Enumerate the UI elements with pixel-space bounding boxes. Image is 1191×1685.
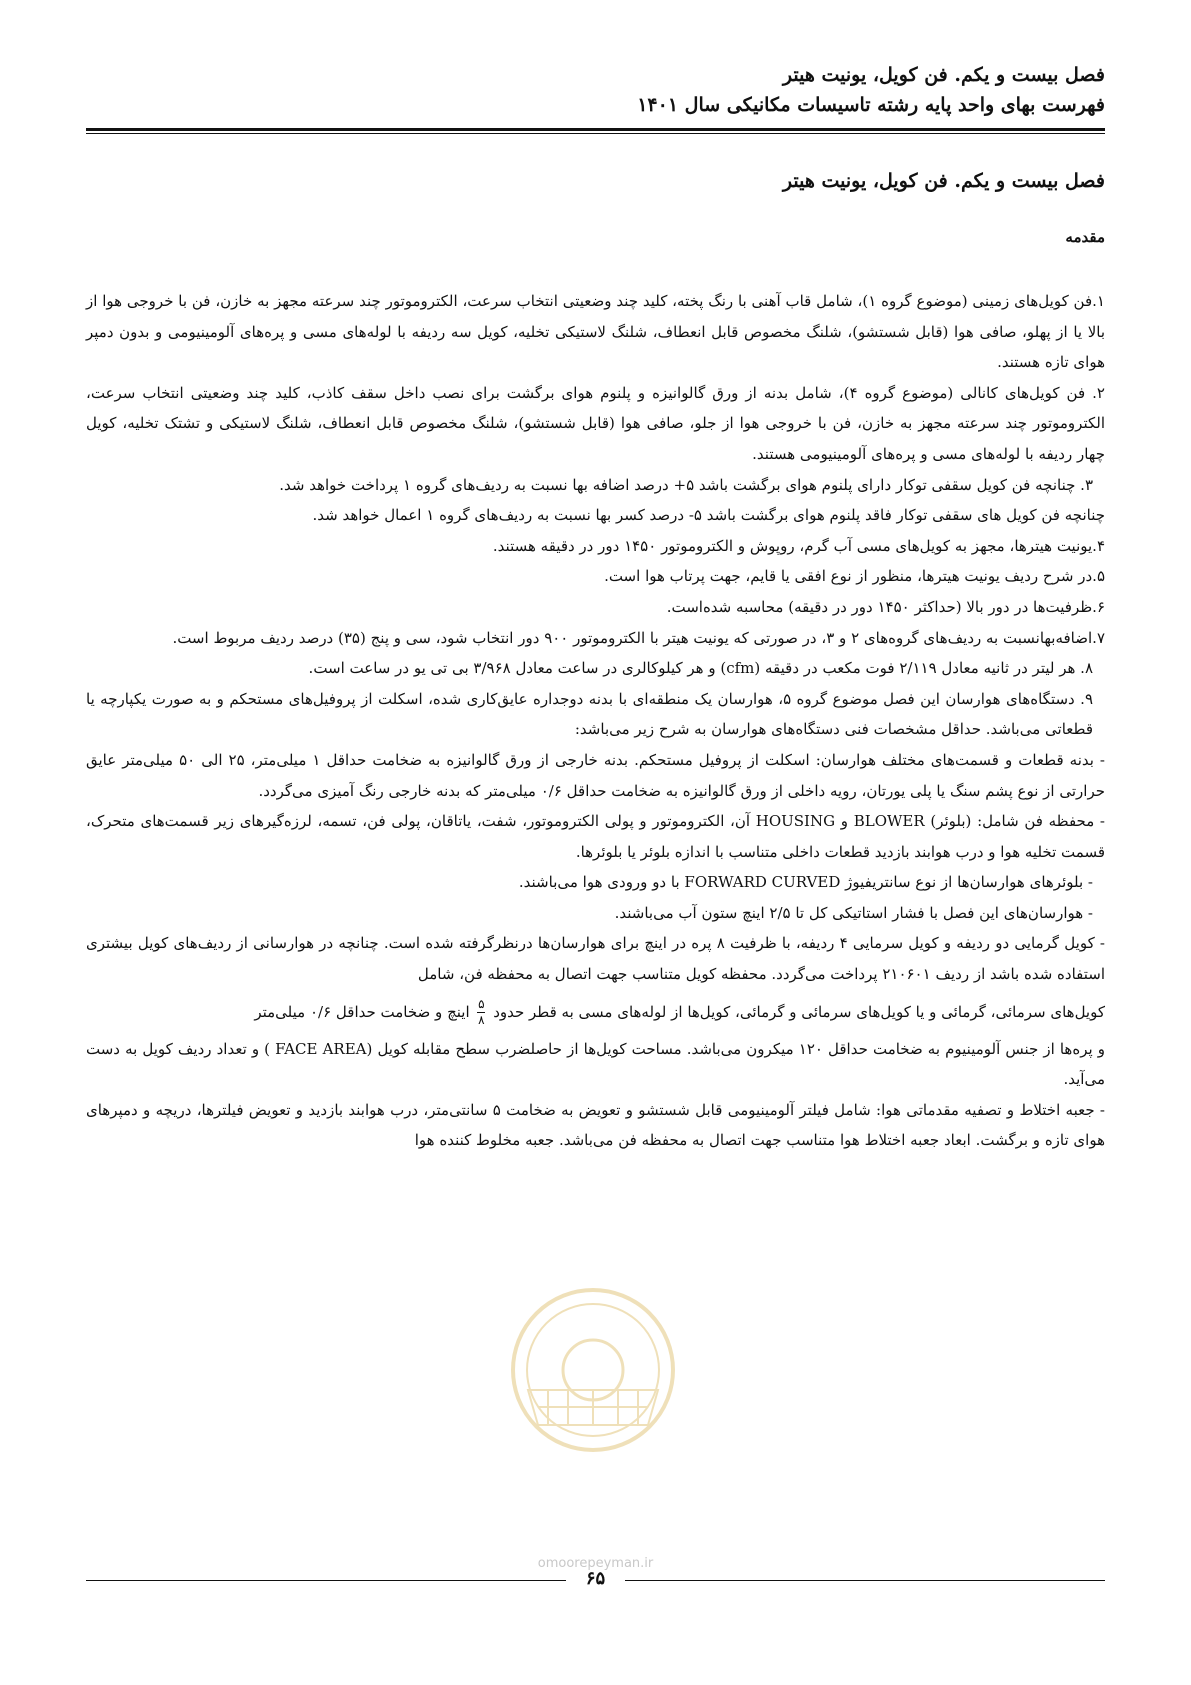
paragraph-fan-section: - محفظه فن شامل: (بلوئر) BLOWER و HOUSING آن، الکتروموتور و پولی الکتروموتور، شفت، یاتاقان، پولی فن، تسمه، لرزه‌گیرهای زیر قسمت‌های متحرک، قسمت تخلیه هوا و درب هوابند بازدید قطعات داخلی متناسب با اندازه بلوئر یا بلوئرها. — [86, 812, 1106, 861]
paragraph-8: ۸. هر لیتر در ثانیه معادل ۲/۱۱۹ فوت مکعب در دقیقه (cfm) و هر کیلوکالری در ساعت معادل ۳/۹۶۸ بی تی یو در ساعت است. — [308, 659, 1093, 678]
paragraph-mixing-box: - جعبه اختلاط و تصفیه مقدماتی هوا: شامل فیلتر آلومینیومی قابل شستشو و تعویض به ضخامت ۵ سانتی‌متر، درب هوابند بازدید و تعویض فیلترها، دریچه و دمپرهای هوای تازه و برگشت. ابعاد جعبه اختلاط هوا متناسب جهت اتصال به محفظه فن می‌باشد. جعبه مخلوط کننده هوا — [86, 1100, 1105, 1150]
page-number: ۶۵ — [585, 1568, 606, 1589]
paragraph-3b: چنانچه فن کویل های سقفی توکار فاقد پلنوم هوای برگشت باشد ۵- درصد کسر بها نسبت به ردیف‌های گروه ۱ اعمال خواهد شد. — [312, 506, 1105, 525]
paragraph-6: ۶.ظرفیت‌ها در دور بالا (حداکثر ۱۴۵۰ دور در دقیقه) محاسبه شده‌است. — [666, 597, 1105, 616]
paragraph-coil-pipes — [86, 990, 1105, 1034]
paragraph-2: ۲. فن کویل‌های کانالی (موضوع گروه ۴)، شامل بدنه از ورق گالوانیزه و پلنوم هوای برگشت برای نصب داخل سقف کاذب، کلید چند وضعیتی انتخاب سرعت، الکتروموتور چند سرعته مجهز به خازن، فن با خروجی هوا از جلو، صافی هوا (قابل شستشو)، شلنگ مخصوص قابل انعطاف، شلنگ لاستیکی و تشتک تخلیه، کویل چهار ردیفه با لوله‌های مسی و پره‌های آلومینیومی هستند. — [86, 383, 1105, 463]
paragraph-coils: - کویل گرمایی دو ردیفه و کویل سرمایی ۴ ردیفه، با ظرفیت ۸ پره در اینچ برای هوارسان‌ها درنظرگرفته شده است. چنانچه در هوارسانی از ردیف‌های کویل بیشتری استفاده شده باشد از ردیف ۲۱۰۶۰۱ پرداخت می‌گردد. محفظه کویل متناسب جهت اتصال به محفظه فن، شامل — [86, 934, 1105, 984]
paragraph-fins: و پره‌ها از جنس آلومینیوم به ضخامت حداقل ۱۲۰ میکرون می‌باشد. مساحت کویل‌ها از حاصلضرب سطح مقابله کویل (FACE AREA ) و تعداد ردیف کویل به دست می‌آید. — [86, 1039, 1105, 1089]
paragraph-7: ۷.اضافه‌بهانسبت به ردیف‌های گروه‌های ۲ و ۳، در صورتی که یونیت هیتر با الکتروموتور ۹۰۰ دور انتخاب شود، سی و پنج (۳۵) درصد ردیف مربوط است. — [172, 628, 1105, 647]
section-title: مقدمه — [1065, 228, 1105, 246]
running-header — [86, 60, 1105, 120]
watermark-logo-icon — [508, 1285, 678, 1455]
fraction-numerator: ۵ — [478, 997, 485, 1012]
paragraph-4: ۴.یونیت هیترها، مجهز به کویل‌های مسی آب گرم، روپوش و الکتروموتور ۱۴۵۰ دور در دقیقه هستند. — [492, 536, 1105, 555]
paragraph-1: ۱.فن کویل‌های زمینی (موضوع گروه ۱)، شامل قاب آهنی با رنگ پخته، کلید چند وضعیتی انتخاب سرعت، الکتروموتور چند سرعته مجهز به خازن، فن با خروجی هوا از بالا یا از پهلو، صافی هوا (قابل شستشو)، شلنگ مخصوص قابل انعطاف، شلنگ لاستیکی تخلیه، کویل سه ردیفه با لوله‌های مسی و پره‌های آلومینیومی و بدون دمپر هوای تازه هستند. — [86, 292, 1105, 372]
paragraph-blowers: - بلوئرهای هوارسان‌ها از نوع سانتریفیوژ FORWARD CURVED با دو ورودی هوا می‌باشند. — [518, 873, 1093, 892]
paragraph-static-pressure: - هوارسان‌های این فصل با فشار استاتیکی کل تا ۲/۵ اینچ ستون آب می‌باشند. — [614, 903, 1093, 922]
fraction-five-eighths — [477, 998, 485, 1027]
body-text — [86, 286, 1105, 1156]
site-watermark-text: omoorepeyman.ir — [537, 1556, 654, 1571]
chapter-title: فصل بیست و یکم. فن کویل، یونیت هیتر — [782, 170, 1105, 192]
running-header-chapter: فصل بیست و یکم. فن کویل، یونیت هیتر — [782, 64, 1105, 86]
fraction-denominator: ۸ — [478, 1013, 485, 1028]
paragraph-9: ۹. دستگاه‌های هوارسان این فصل موضوع گروه ۵، هوارسان یک منطقه‌ای با بدنه دوجداره عایق‌کاری شده، اسکلت از پروفیل‌های مستحکم و به صورت یکپارچه یا قطعاتی می‌باشد. حداقل مشخصات فنی دستگاه‌های هوارسان به شرح زیر می‌باشد: — [86, 689, 1093, 739]
header-rule-thick — [86, 128, 1105, 131]
header-rule-thin — [86, 133, 1105, 134]
paragraph-3: ۳. چنانچه فن کویل سقفی توکار دارای پلنوم هوای برگشت باشد ۵+ درصد اضافه بها نسبت به ردیف‌های گروه ۱ پرداخت خواهد شد. — [279, 475, 1093, 494]
coil-sentence-before: کویل‌های سرمائی، گرمائی و یا کویل‌های سرمائی و گرمائی، کویل‌ها از لوله‌های مسی به قطر حدود — [493, 1002, 1105, 1021]
coil-sentence-after: اینچ و ضخامت حداقل ۰/۶ میلی‌متر — [254, 1002, 470, 1021]
running-header-book: فهرست بهای واحد پایه رشته تاسیسات مکانیکی سال ۱۴۰۱ — [637, 94, 1105, 116]
paragraph-5: ۵.در شرح ردیف یونیت هیترها، منظور از نوع افقی یا قایم، جهت پرتاب هوا است. — [604, 567, 1105, 586]
paragraph-ahu-body: - بدنه قطعات و قسمت‌های مختلف هوارسان: اسکلت از پروفیل مستحکم. بدنه خارجی از ورق گالوانیزه به ضخامت حداقل ۱ میلی‌متر، ۲۵ الی ۵۰ میلی‌متر عایق حرارتی از نوع پشم سنگ یا پلی یورتان، رویه داخلی از ورق گالوانیزه به ضخامت حداقل ۰/۶ میلی‌متر که بدنه خارجی رنگ آمیزی می‌گردد. — [86, 750, 1106, 800]
